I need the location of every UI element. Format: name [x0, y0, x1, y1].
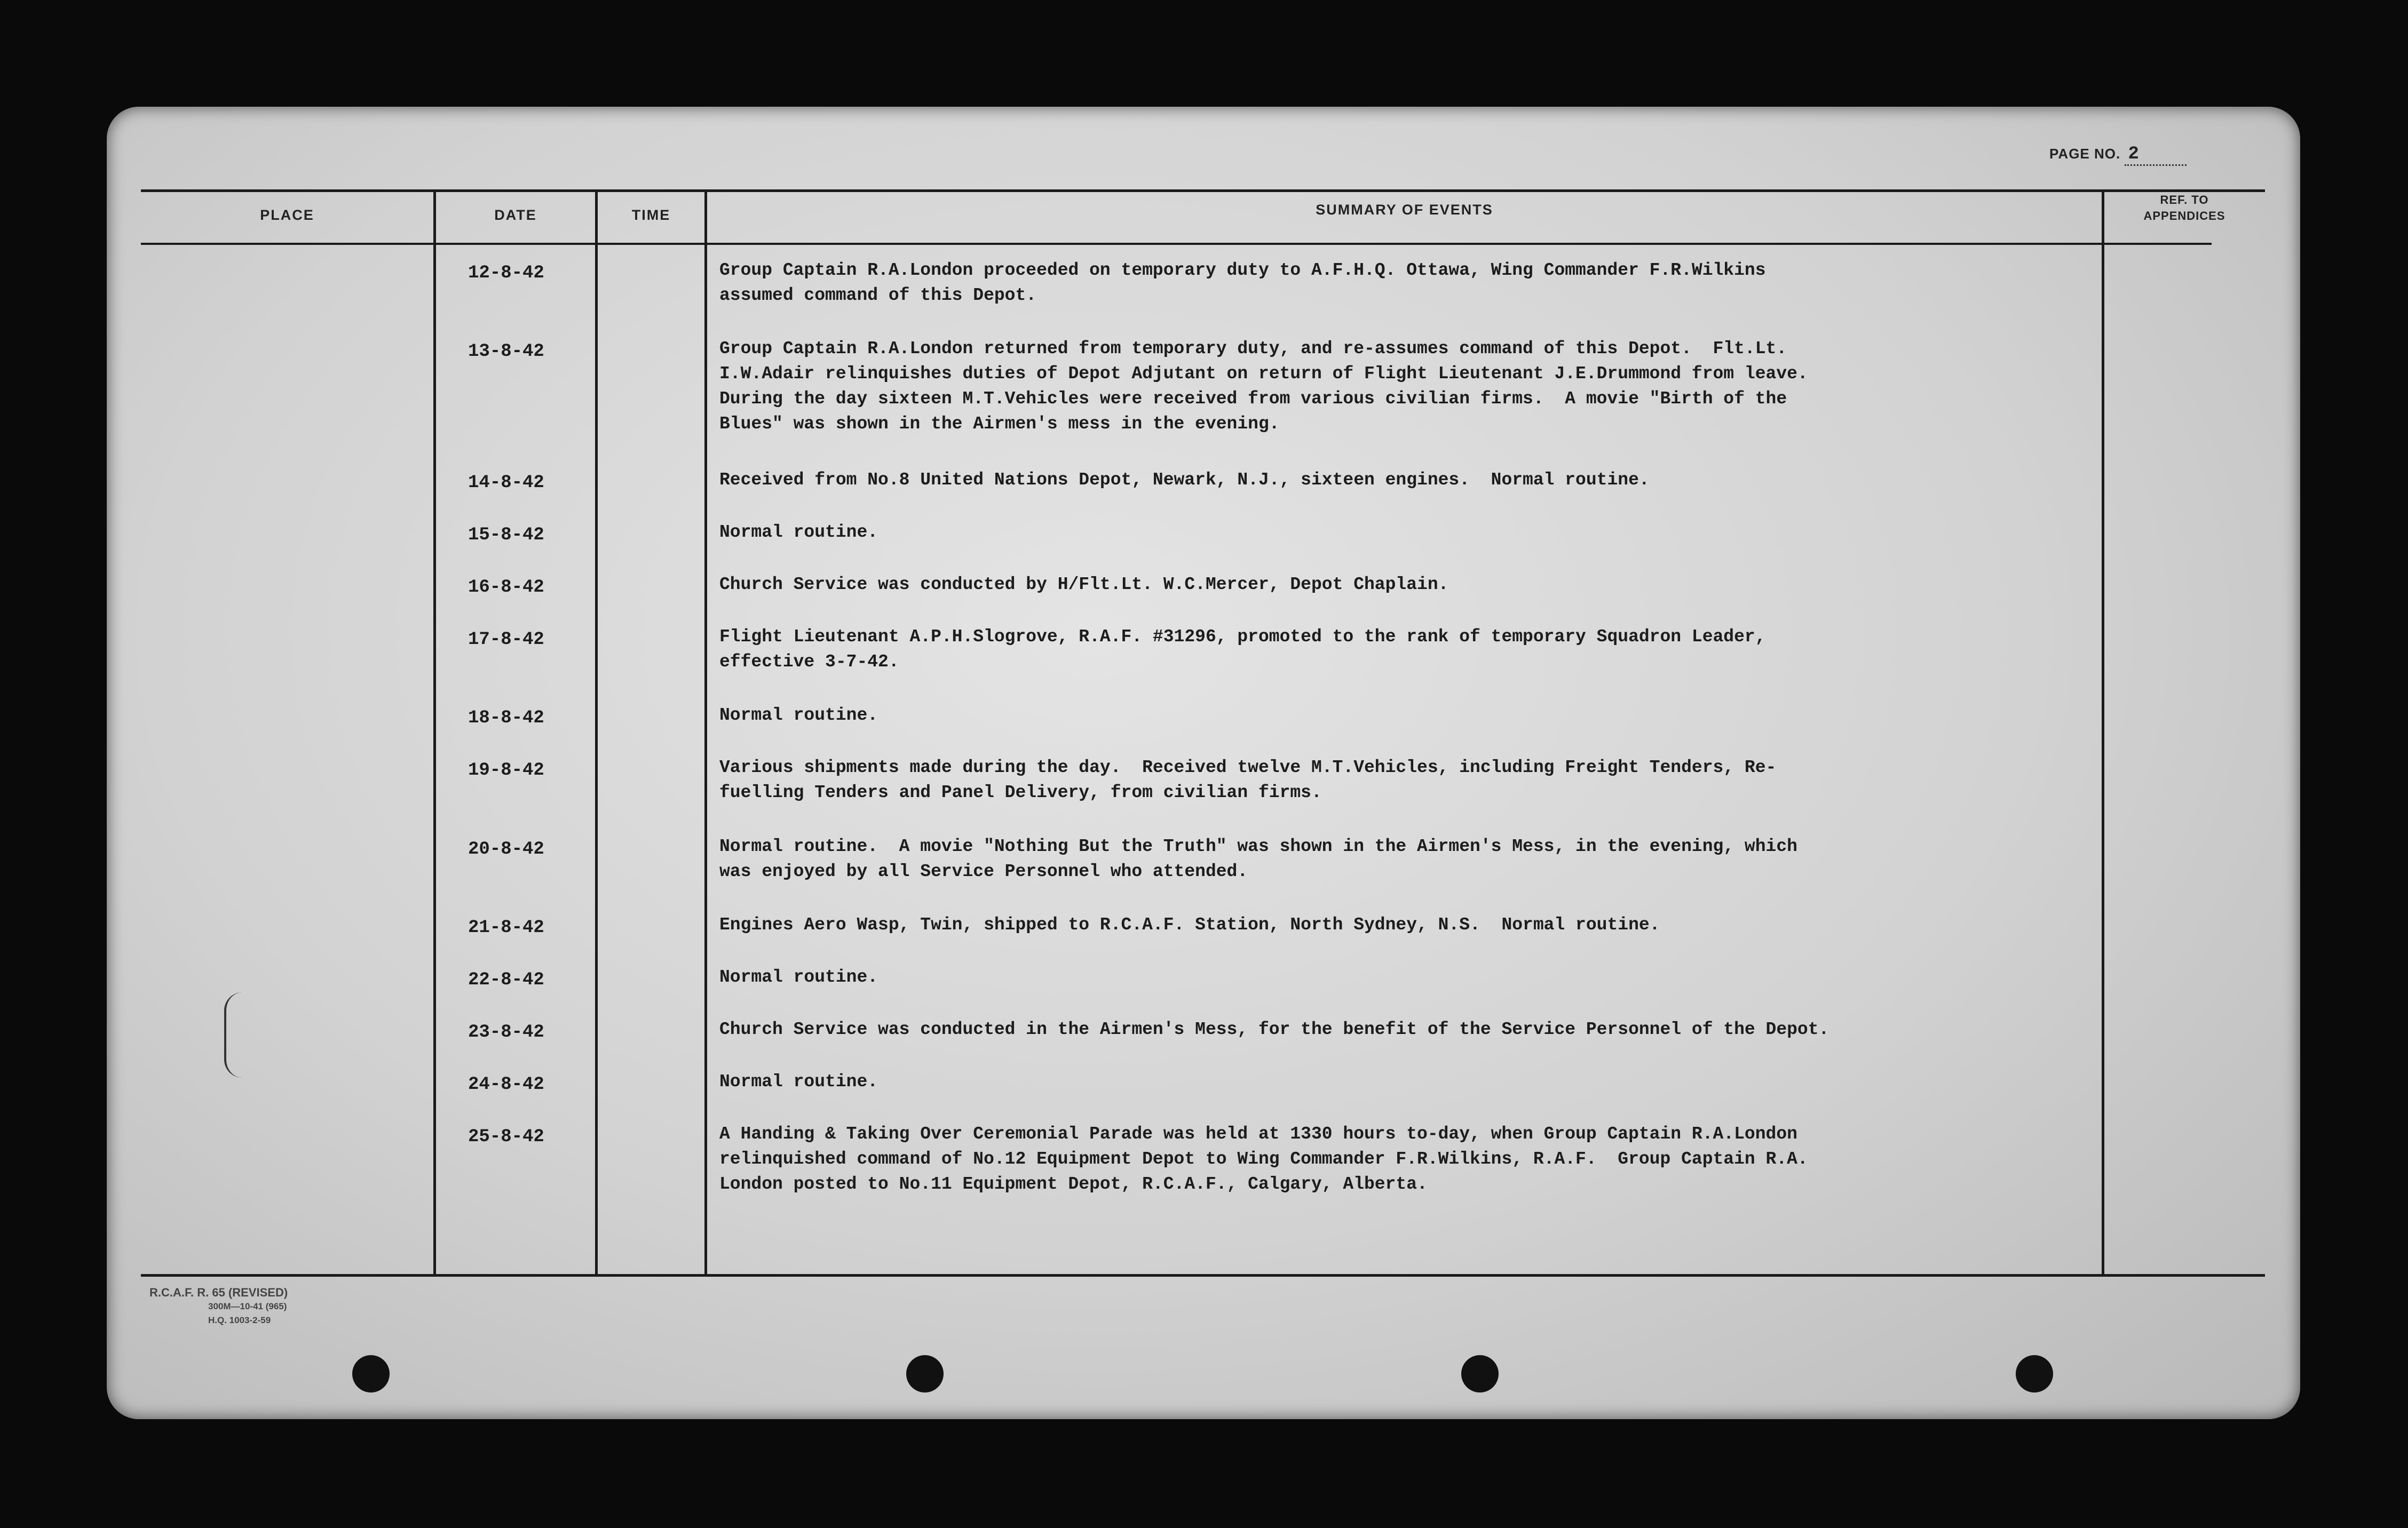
entry-date: 13-8-42 — [468, 341, 544, 362]
entry-date: 23-8-42 — [468, 1022, 544, 1042]
entry-date: 25-8-42 — [468, 1127, 544, 1147]
entry-summary: Normal routine. — [719, 1072, 878, 1092]
entry-date: 21-8-42 — [468, 918, 544, 938]
entry-date: 14-8-42 — [468, 473, 544, 493]
entry-summary: Received from No.8 United Nations Depot, Newark, N.J., sixteen engines. Normal routine. — [719, 470, 1650, 490]
entry-date: 17-8-42 — [468, 630, 544, 650]
entry-summary: Flight Lieutenant A.P.H.Slogrove, R.A.F. #31296, promoted to the rank of temporary Squadron Leader, effective 3-7-42. — [719, 627, 1766, 672]
entry-summary: Normal routine. A movie "Nothing But the Truth" was shown in the Airmen's Mess, in the evening, which was enjoyed by all Service Personnel who attended. — [719, 837, 1797, 881]
header-top-rule — [141, 189, 2265, 192]
entry-summary: A Handing & Taking Over Ceremonial Parade was held at 1330 hours to-day, when Group Captain R.A.London relinquished command of No.12 Equipment Depot to Wing Commander F.R.Wilkins, R.A.F. Group Captain R.A. London posted to No.11 Equipment Depot, R.C.A.F., Calgary, Alberta. — [719, 1124, 1808, 1194]
entry-summary: Normal routine. — [719, 522, 878, 542]
binder-hole — [2016, 1355, 2053, 1392]
entry-date: 12-8-42 — [468, 263, 544, 283]
entry-date: 16-8-42 — [468, 577, 544, 598]
table-bottom-rule — [141, 1274, 2265, 1277]
page-number-value: 2 — [2125, 144, 2187, 166]
column-divider — [595, 192, 598, 1275]
entry-summary: Normal routine. — [719, 967, 878, 987]
entry-summary: Church Service was conducted in the Airmen's Mess, for the benefit of the Service Personnel of the Depot. — [719, 1020, 1829, 1039]
column-divider — [704, 192, 707, 1275]
entry-date: 19-8-42 — [468, 760, 544, 781]
entry-summary: Group Captain R.A.London returned from temporary duty, and re-assumes command of this Depot. Flt.Lt. I.W.Adair relinquishes duties of Depot Adjutant on return of Flight Lieutenant J.E.Drummond from leave. During the day sixteen M.T.Vehicles were received from various civilian firms. A movie "Birth of the Blues" was shown in the Airmen's mess in the evening. — [719, 339, 1808, 434]
header-summary: SUMMARY OF EVENTS — [1316, 202, 1493, 218]
entry-summary: Normal routine. — [719, 705, 878, 725]
entry-date: 24-8-42 — [468, 1075, 544, 1095]
page-number — [2049, 144, 2187, 166]
form-print-line: 300M—10-41 (965) — [208, 1301, 287, 1311]
header-time: TIME — [631, 207, 671, 223]
header-place: PLACE — [260, 207, 314, 223]
entry-date: 18-8-42 — [468, 708, 544, 728]
form-footer — [149, 1286, 288, 1327]
header-ref-appendices — [2104, 192, 2264, 224]
entry-date: 20-8-42 — [468, 839, 544, 859]
header-date: DATE — [494, 207, 537, 223]
entry-date: 15-8-42 — [468, 525, 544, 545]
entry-summary: Church Service was conducted by H/Flt.Lt. W.C.Mercer, Depot Chaplain. — [719, 575, 1449, 594]
binder-hole — [1461, 1355, 1499, 1392]
header-bottom-rule — [141, 243, 2212, 245]
form-hq-line: H.Q. 1003-2-59 — [208, 1315, 271, 1325]
binder-hole — [906, 1355, 944, 1392]
entry-summary: Group Captain R.A.London proceeded on temporary duty to A.F.H.Q. Ottawa, Wing Commander F.R.Wilkins assumed command of this Depot. — [719, 260, 1766, 305]
entry-date: 22-8-42 — [468, 970, 544, 990]
pencil-brace-mark — [224, 992, 242, 1078]
form-number: R.C.A.F. R. 65 (REVISED) — [149, 1286, 288, 1299]
header-ref-line1: REF. TO — [2160, 193, 2209, 206]
entry-summary: Engines Aero Wasp, Twin, shipped to R.C.A.F. Station, North Sydney, N.S. Normal routine. — [719, 915, 1660, 935]
entry-summary: Various shipments made during the day. Received twelve M.T.Vehicles, including Freight Tenders, Re- fuelling Tenders and Panel Delivery, from civilian firms. — [719, 758, 1777, 802]
binder-hole — [352, 1355, 390, 1392]
page-number-label: PAGE NO. — [2049, 146, 2121, 162]
diary-form-sheet — [107, 107, 2300, 1419]
column-divider — [433, 192, 436, 1275]
header-ref-line2: APPENDICES — [2143, 209, 2225, 222]
